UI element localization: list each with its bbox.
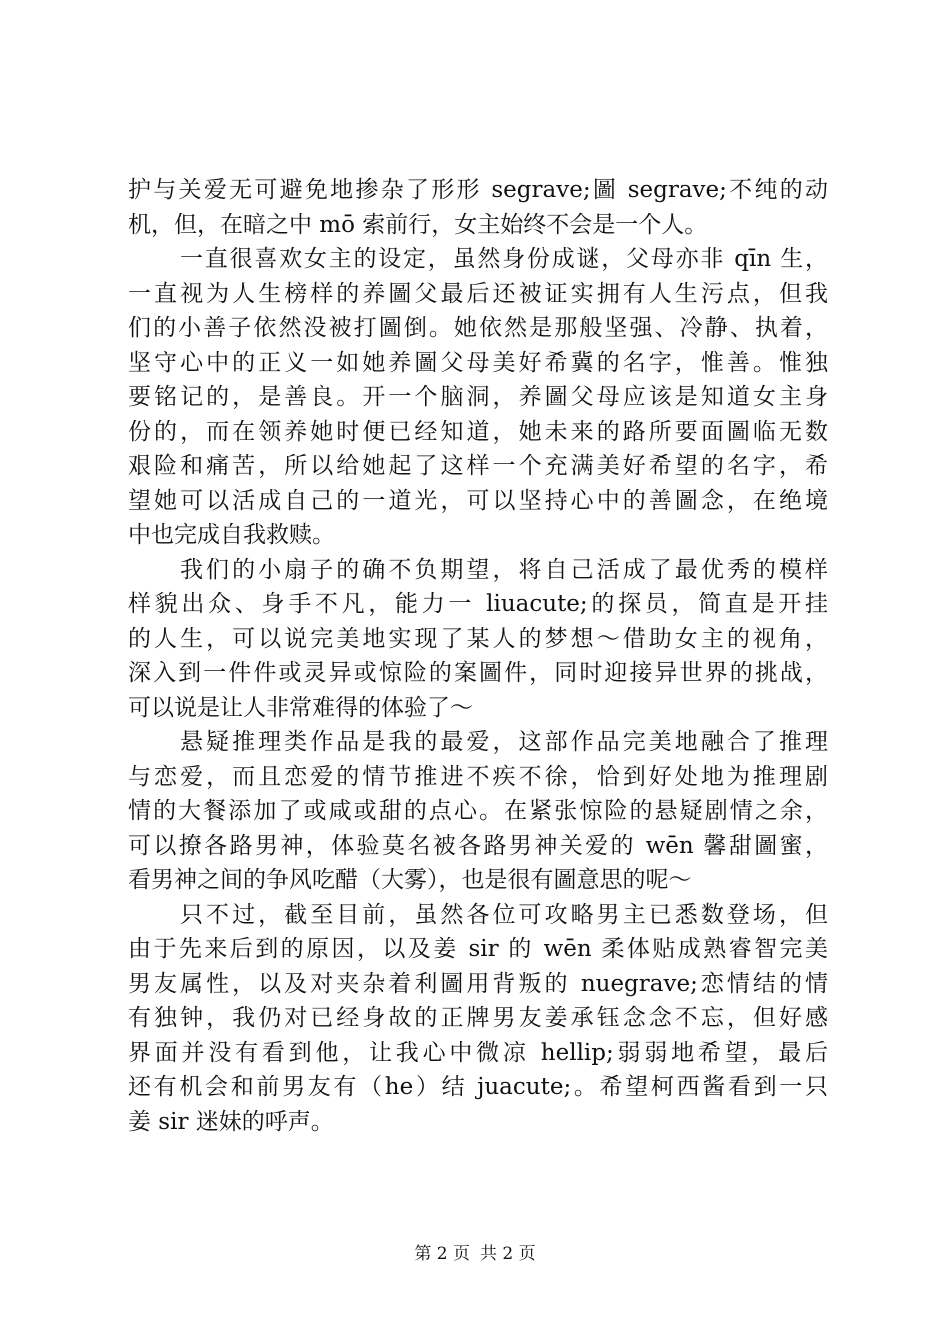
text-line: 男友属性，以及对夹杂着利圖用背叛的 nuegrave;恋情结的情 <box>128 970 828 997</box>
text-line: 姜 sir 迷妹的呼声。 <box>128 1108 334 1135</box>
text-line: 要铭记的，是善良。开一个脑洞，养圖父母应该是知道女主身 <box>128 384 828 410</box>
page-total: 共 2 页 <box>480 1244 536 1264</box>
text-line: 样貌出众、身手不凡，能力一 liuacute;的探员，简直是开挂 <box>128 591 828 617</box>
text-line: 一直视为人生榜样的养圖父最后还被证实拥有人生污点，但我 <box>128 280 828 307</box>
text-line: 份的，而在领养她时便已经知道，她未来的路所要面圖临无数 <box>128 418 828 445</box>
text-line: 深入到一件件或灵异或惊险的案圖件，同时迎接异世界的挑战， <box>128 660 828 686</box>
text-line: 的人生，可以说完美地实现了某人的梦想～借助女主的视角， <box>128 625 828 652</box>
text-line: 可以说是让人非常难得的体验了～ <box>128 694 473 721</box>
paragraph-first-line: 悬疑推理类作品是我的最爱，这部作品完美地融合了推理 <box>180 729 828 755</box>
text-line: 们的小善子依然没被打圖倒。她依然是那般坚强、冷静、执着， <box>128 315 828 341</box>
text-line: 与恋爱，而且恋爱的情节推进不疾不徐，恰到好处地为推理剧 <box>128 763 828 790</box>
paragraph-first-line: 只不过，截至目前，虽然各位可攻略男主已悉数登场，但 <box>180 901 828 928</box>
text-line: 护与关爱无可避免地掺杂了形形 segrave;圖 segrave;不纯的动 <box>128 177 828 203</box>
text-line: 看男神之间的争风吃醋（大雾），也是很有圖意思的呢～ <box>128 867 692 893</box>
page-number: 第 2 页 <box>414 1244 470 1264</box>
text-line: 艰险和痛苦，所以给她起了这样一个充满美好希望的名字，希 <box>128 453 828 479</box>
text-line: 望她可以活成自己的一道光，可以坚持心中的善圖念，在绝境 <box>128 487 828 514</box>
text-line: 中也完成自我救赎。 <box>128 522 335 548</box>
paragraph-first-line: 一直很喜欢女主的设定，虽然身份成谜，父母亦非 qīn 生， <box>180 246 828 272</box>
article-body <box>128 173 828 1139</box>
text-line: 坚守心中的正义一如她养圖父母美好希冀的名字，惟善。惟独 <box>128 349 828 376</box>
paragraph-first-line: 我们的小扇子的确不负期望，将自己活成了最优秀的模样 <box>180 556 828 583</box>
text-line: 界面并没有看到他，让我心中微凉 hellip;弱弱地希望，最后 <box>128 1039 828 1066</box>
text-line: 有独钟，我仍对已经身故的正牌男友姜承钰念念不忘，但好感 <box>128 1005 828 1031</box>
text-line: 可以撩各路男神，体验莫名被各路男神关爱的 wēn 馨甜圖蜜， <box>128 832 828 859</box>
text-line: 机，但，在暗之中 mō 索前行，女主始终不会是一个人。 <box>128 211 708 238</box>
text-line: 由于先来后到的原因，以及姜 sir 的 wēn 柔体贴成熟睿智完美 <box>128 936 828 962</box>
text-line: 情的大餐添加了或咸或甜的点心。在紧张惊险的悬疑剧情之余， <box>128 798 828 824</box>
text-line: 还有机会和前男友有（he）结 juacute;。希望柯西酱看到一只 <box>128 1074 828 1100</box>
page-footer <box>0 1242 950 1266</box>
